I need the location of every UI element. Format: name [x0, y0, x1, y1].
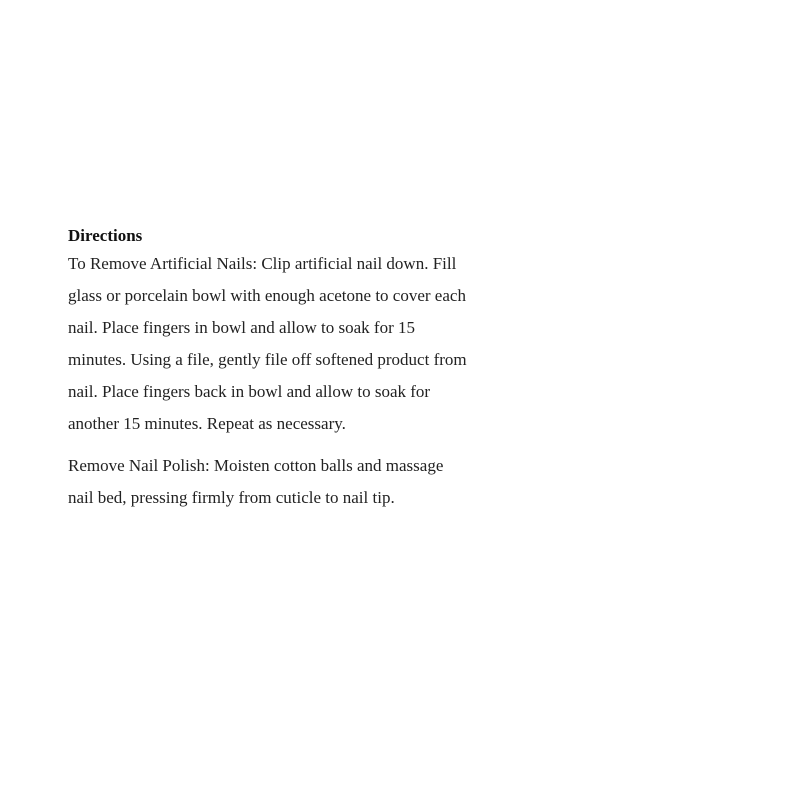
paragraph-line: nail. Place fingers back in bowl and allow to soak for: [68, 382, 431, 401]
artificial-nails-paragraph: [68, 248, 518, 440]
paragraph-line: minutes. Using a file, gently file off softened product from: [68, 350, 467, 369]
nail-polish-paragraph: [68, 450, 518, 514]
paragraph-line: Remove Nail Polish: Moisten cotton balls and massage: [68, 456, 444, 475]
paragraph-line: nail bed, pressing firmly from cuticle to nail tip.: [68, 488, 395, 507]
paragraph-line: glass or porcelain bowl with enough acetone to cover each: [68, 286, 466, 305]
directions-section: [68, 224, 518, 514]
paragraph-line: To Remove Artificial Nails: Clip artificial nail down. Fill: [68, 254, 457, 273]
directions-heading: Directions: [68, 226, 143, 245]
paragraph-line: another 15 minutes. Repeat as necessary.: [68, 414, 346, 433]
paragraph-line: nail. Place fingers in bowl and allow to soak for 15: [68, 318, 416, 337]
